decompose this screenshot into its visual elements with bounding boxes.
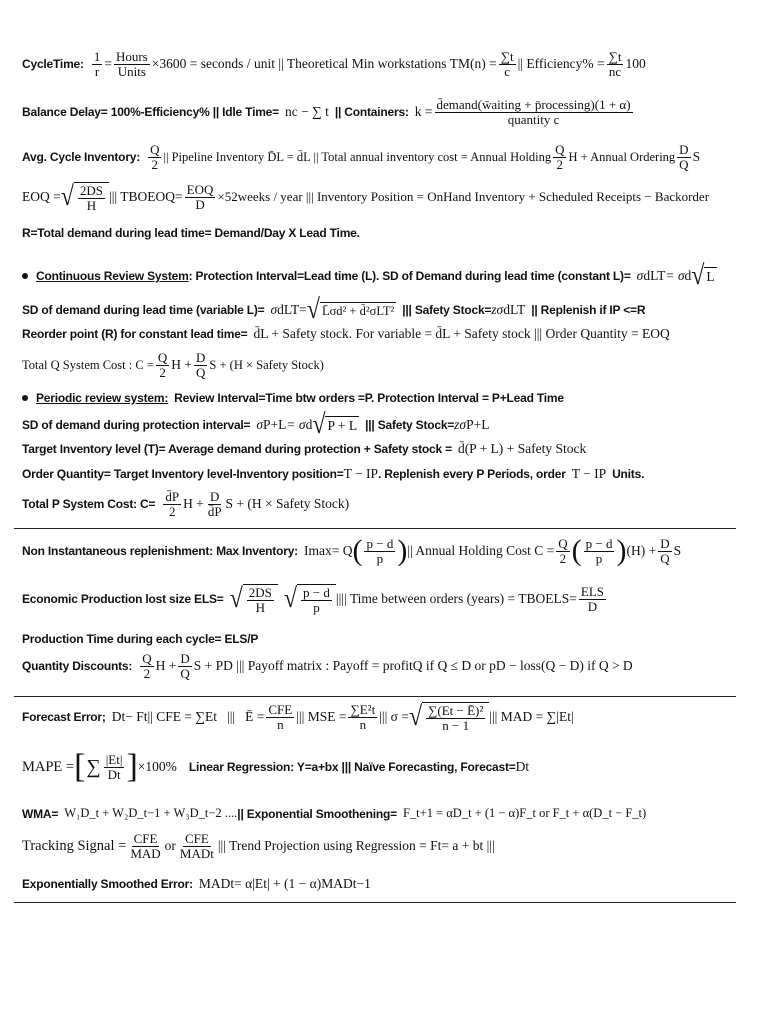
section-divider bbox=[14, 902, 736, 903]
avg-cycle-inventory-label: Avg. Cycle Inventory: bbox=[22, 150, 141, 165]
target-inventory-line: Target Inventory level (T)= Average demand during protection + Safety stock = d̄(P + L) + Safety Stock bbox=[22, 441, 587, 456]
periodic-review-line: Periodic review system: Review Interval=Time btw orders =P. Protection Interval = P+Lead Time bbox=[22, 391, 760, 405]
hours-units-fraction: Hours Units bbox=[115, 49, 148, 79]
one-over-r-fraction: $\frac{1}{r}$ bbox=[93, 49, 101, 79]
exp-smoothed-error-line: Exponentially Smoothed Error: MAD t = α|E t | + (1 − α)MAD t−1 bbox=[22, 876, 371, 891]
containers-fraction: d̄emand(w̄aiting + p̄rocessing)(1 + α) quantity c bbox=[436, 97, 631, 127]
bullet-icon bbox=[22, 395, 28, 401]
mape-line: MAPE = [ ∑ |Et| Dt ] ×100% Linear Regression: Y=a+bx ||| Naïve Forecasting, Forecast= D t bbox=[22, 748, 530, 785]
continuous-review-heading: Continuous Review System bbox=[36, 269, 189, 283]
bullet-icon bbox=[22, 273, 28, 279]
section-divider bbox=[14, 696, 736, 697]
tm-text: ×3600 = seconds / unit || Theoretical Min workstations TM(n) = bbox=[151, 56, 497, 72]
containers-label: || Containers: bbox=[334, 105, 409, 120]
balance-delay-line: Balance Delay= 100%-Efficiency% || Idle Time= nc − ∑ t || Containers: k = d̄emand(w̄aiting + p̄rocessing)(1 + α) quantity c bbox=[22, 97, 631, 127]
reorder-demand-line: R=Total demand during lead time= Demand/Day X Lead Time. bbox=[22, 226, 360, 240]
forecast-error-line: Forecast Error; D t − F t || CFE = ∑E t ||| Ē = CFE n ||| MSE = $\frac{\text{∑E²t}}{n}$ ||| σ = √ ∑(Et − Ē)² n − 1 ||| MAD = ∑|E t | bbox=[22, 702, 574, 733]
eoq-sqrt: √ 2DS H bbox=[61, 182, 109, 212]
order-quantity-line: Order Quantity= Target Inventory level-Inventory position= T − IP . Replenish every P Periods, order T − IP Units. bbox=[22, 466, 645, 481]
eoq-line: EOQ = √ 2DS H ||| TBO EOQ = EOQ D ×52weeks / year ||| Inventory Position = OnHand Inventory + Scheduled Receipts − Backorder bbox=[22, 182, 710, 213]
cycle-time-line: CycleTime: $\frac{1}{r}$ = Hours Units ×3600 = seconds / unit || Theoretical Min workstations TM(n) = $\frac{\sum t}{c}$ || Efficiency% = $\frac{\sum t}{nc}$ 100 bbox=[22, 49, 646, 79]
efficiency-text: || Efficiency% = bbox=[517, 56, 605, 72]
sd-protection-line: SD of demand during protection interval= σ P+L = σ d √ P + L ||| Safety Stock= zσ P+L bbox=[22, 410, 490, 440]
sum-t-over-c-fraction: $\frac{\sum t}{c}$ bbox=[500, 49, 514, 79]
continuous-review-line: Continuous Review System : Protection Interval=Lead time (L). SD of Demand during lead time (constant L)= σ dLT = σ d √ L bbox=[22, 264, 760, 288]
total-p-cost-line: Total P System Cost: C= d̄P 2 H + $\frac{D}{d̄P}$ S + (H × Safety Stock) bbox=[22, 489, 350, 519]
non-instantaneous-line: Non Instantaneous replenishment: Max Inventory: I max = Q ( p − d p ) || Annual Holding Cost C = $\frac{Q}{2}$ ( p − d p ) (H) + $\frac{D}{Q}$ S bbox=[22, 534, 682, 567]
total-q-cost-line: Total Q System Cost : C = $\frac{Q}{2}$ H + $\frac{D}{Q}$ S + (H × Safety Stock) bbox=[22, 350, 324, 380]
sum-t-over-nc-fraction: $\frac{\sum t}{nc}$ bbox=[608, 49, 622, 79]
section-divider bbox=[14, 528, 736, 529]
els-line: Economic Production lost size ELS= √ 2DS H √ p − d p |||| Time between orders (years) = TBO ELS = ELS D bbox=[22, 584, 605, 615]
balance-delay-label: Balance Delay= 100%-Efficiency% || Idle Time= bbox=[22, 105, 279, 120]
tracking-signal-line: Tracking Signal = CFE MAD or CFE MADt ||| Trend Projection using Regression = F t = a + bt ||| bbox=[22, 831, 495, 861]
periodic-review-heading: Periodic review system: bbox=[36, 391, 169, 405]
wma-line: WMA= W₁D_t + W₂D_t−1 + W₃D_t−2 .... || Exponential Smoothening= F_t+1 = αD_t + (1 − α)F_t or F_t + α(D_t − F_t) bbox=[22, 806, 647, 821]
avg-cycle-inventory-line: Avg. Cycle Inventory: Q 2 || Pipeline Inventory D̄L = d̄L || Total annual inventory cost = Annual Holding Q 2 H + Annual Ordering D Q S bbox=[22, 142, 701, 172]
production-time-line: Production Time during each cycle= ELS/P bbox=[22, 632, 259, 646]
sd-variable-line: SD of demand during lead time (variable L)= σ dLT = √ L̄σd² + d̄²σLT² ||| Safety Stock= zσ dLT || Replenish if IP <=R bbox=[22, 295, 646, 325]
quantity-discounts-line: Quantity Discounts: Q 2 H + $\frac{D}{Q}$ S + PD ||| Payoff matrix : Payoff = profitQ if Q ≤ D or pD − loss(Q − D) if Q > D bbox=[22, 651, 633, 681]
cycle-time-label: CycleTime: bbox=[22, 57, 84, 72]
reorder-point-line: Reorder point (R) for constant lead time= d̄L + Safety stock. For variable = d̄L + Safety stock ||| Order Quantity = EOQ bbox=[22, 326, 670, 341]
